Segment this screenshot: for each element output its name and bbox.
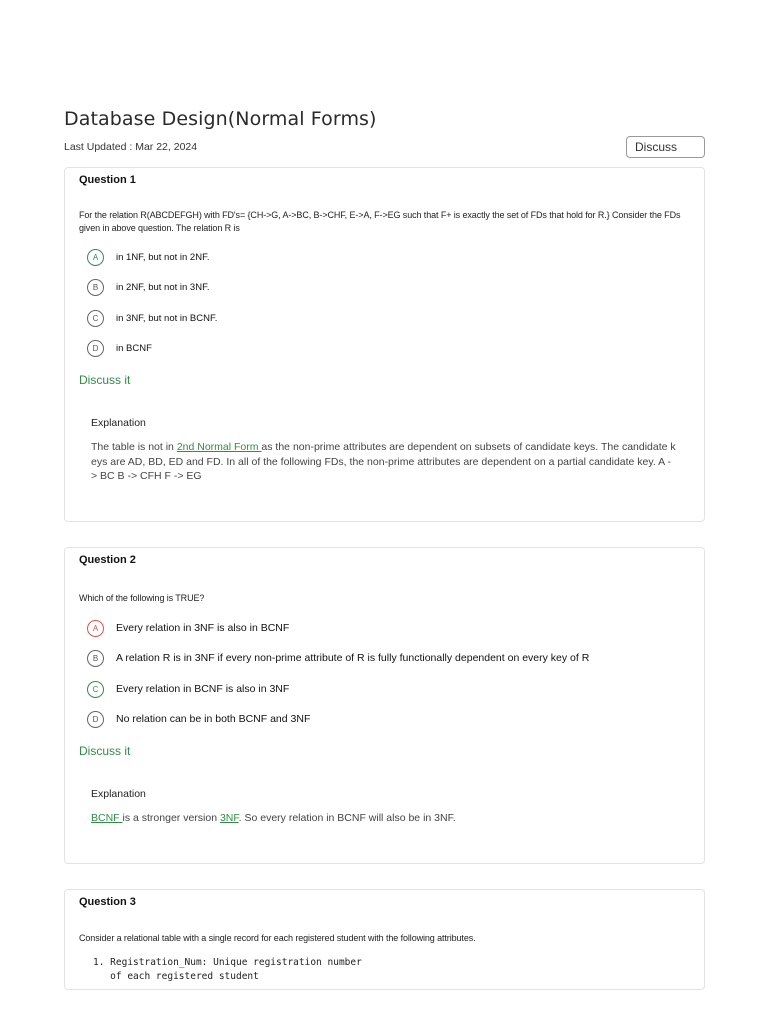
option-text: A relation R is in 3NF if every non-prime attribute of R is fully functionally dependent on every key of R <box>116 652 590 664</box>
normal-form-link[interactable]: 2nd Normal Form <box>176 441 262 453</box>
option-d[interactable] <box>87 339 152 357</box>
code-line: of each registered student <box>93 971 259 982</box>
explanation-title: Explanation <box>91 788 146 800</box>
page-title: Database Design(Normal Forms) <box>64 108 377 130</box>
discuss-it-link[interactable]: Discuss it <box>79 373 131 387</box>
option-c[interactable] <box>87 309 217 327</box>
option-text: Every relation in 3NF is also in BCNF <box>116 622 290 634</box>
attribute-code-list <box>93 956 362 984</box>
question-text: Which of the following is TRUE? <box>79 593 205 603</box>
option-letter: C <box>87 310 104 327</box>
explanation-text <box>91 440 676 484</box>
bcnf-link[interactable]: BCNF <box>91 812 123 824</box>
option-text: in 3NF, but not in BCNF. <box>116 312 218 324</box>
option-d[interactable] <box>87 710 310 728</box>
question-text: For the relation R(ABCDEFGH) with FD's= {CH->G, A->BC, B->CHF, E->A, F->EG such that F+ is exactly the set of FDs that hold for R.} Consider the FDs given in above question. The relation R is <box>79 210 681 233</box>
question-label: Question 1 <box>79 174 136 186</box>
option-text: in 1NF, but not in 2NF. <box>116 251 210 263</box>
code-line: 1. Registration_Num: Unique registration number <box>93 957 362 968</box>
last-updated-date: Last Updated : Mar 22, 2024 <box>64 141 198 153</box>
option-letter: B <box>87 279 104 296</box>
option-letter: D <box>87 340 104 357</box>
discuss-button[interactable]: Discuss <box>626 136 705 158</box>
explanation-title: Explanation <box>91 417 146 429</box>
question-label: Question 3 <box>79 896 136 908</box>
question-label: Question 2 <box>79 554 136 566</box>
question-card-1 <box>64 167 705 522</box>
option-text: in BCNF <box>116 342 152 354</box>
explanation-text-mid: is a stronger version <box>122 812 220 824</box>
option-text: No relation can be in both BCNF and 3NF <box>116 713 311 725</box>
option-text: Every relation in BCNF is also in 3NF <box>116 683 290 695</box>
option-a[interactable] <box>87 248 209 266</box>
option-b[interactable] <box>87 649 589 667</box>
explanation-text-after: as the non-prime attributes are dependent on subsets of candidate keys. The candidate keys are AD, BD, ED and FD. In all of the following FDs, the non-prime attributes are dependent on a partial candidate key. A -> BC B -> CFH F -> EG <box>91 441 676 482</box>
explanation-text <box>91 811 676 826</box>
question-card-3 <box>64 889 705 990</box>
explanation-text-after: . So every relation in BCNF will also be in 3NF. <box>238 812 456 824</box>
option-letter: C <box>87 681 104 698</box>
option-a[interactable] <box>87 619 289 637</box>
explanation-text-before: The table is not in <box>91 441 177 453</box>
question-text: Consider a relational table with a single record for each registered student with the following attributes. <box>79 933 476 943</box>
option-c[interactable] <box>87 680 289 698</box>
option-letter: D <box>87 711 104 728</box>
option-text: in 2NF, but not in 3NF. <box>116 281 210 293</box>
option-letter: A <box>87 620 104 637</box>
discuss-it-link[interactable]: Discuss it <box>79 744 131 758</box>
question-card-2 <box>64 547 705 864</box>
3nf-link[interactable]: 3NF <box>219 812 239 824</box>
option-b[interactable] <box>87 278 209 296</box>
option-letter: A <box>87 249 104 266</box>
option-letter: B <box>87 650 104 667</box>
